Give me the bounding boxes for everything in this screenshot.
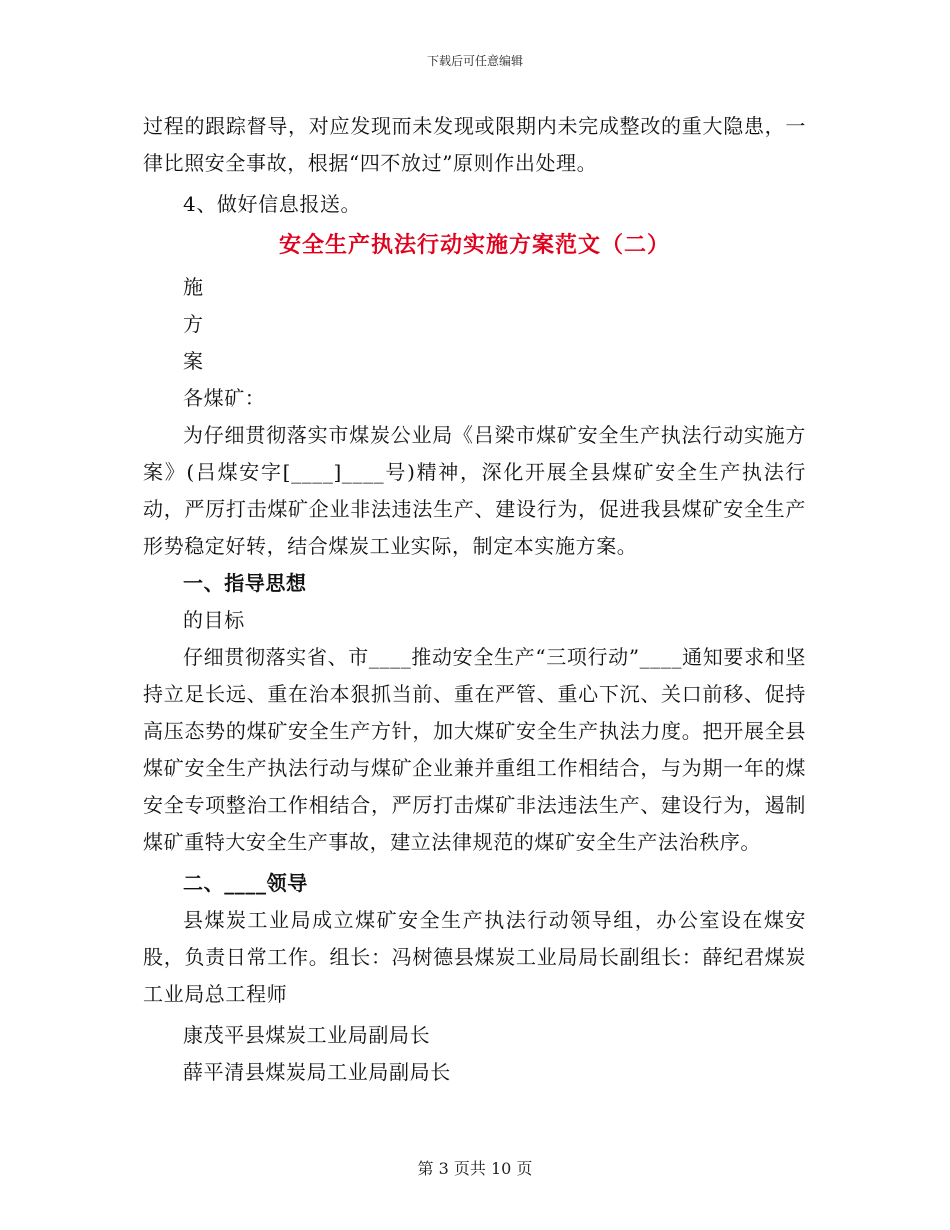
vertical-char-3: 案: [183, 349, 204, 373]
paragraph-1: 为仔细贯彻落实市煤炭公业局《吕梁市煤矿安全生产执法行动实施方案》(吕煤安字[____]____号)精神，深化开展全县煤矿安全生产执法行动，严厉打击煤矿企业非法违法生产、建设行为，促进我县煤矿安全生产形势稳定好转，结合煤炭工业实际，制定本实施方案。: [143, 423, 806, 558]
member-1: 康茂平县煤炭工业局副局长: [183, 1023, 431, 1047]
vertical-char-2: 方: [183, 312, 204, 336]
paragraph-2: 仔细贯彻落实省、市____推动安全生产“三项行动”____通知要求和坚持立足长远、重在治本狠抓当前、重在严管、重心下沉、关口前移、促持高压态势的煤矿安全生产方针，加大煤矿安全生产执法力度。把开展全县煤矿安全生产执法行动与煤矿企业兼并重组工作相结合，与为期一年的煤安全专项整治工作相结合，严厉打击煤矿非法违法生产、建设行为，遏制煤矿重特大安全生产事故，建立法律规范的煤矿安全生产法治秩序。: [143, 645, 806, 854]
vertical-char-1: 施: [183, 275, 204, 299]
member-2: 薛平清县煤炭局工业局副局长: [183, 1060, 451, 1084]
paragraph-intro: 过程的跟踪督导，对应发现而未发现或限期内未完成整改的重大隐患，一律比照安全事故，根据“四不放过”原则作出处理。: [143, 114, 806, 175]
heading-2: 二、____领导: [183, 871, 308, 895]
page-header: 下载后可任意编辑: [426, 54, 523, 68]
item-4: 4、做好信息报送。: [183, 192, 362, 216]
subheading-1: 的目标: [183, 608, 245, 632]
salutation: 各煤矿：: [183, 386, 266, 410]
heading-1: 一、指导思想: [183, 571, 307, 595]
page-number: 第 3 页共 10 页: [417, 1159, 533, 1178]
document-title: 安全生产执法行动实施方案范文（二）: [278, 232, 670, 258]
paragraph-3: 县煤炭工业局成立煤矿安全生产执法行动领导组，办公室设在煤安股，负责日常工作。组长：冯树德县煤炭工业局局长副组长：薛纪君煤炭工业局总工程师: [143, 908, 806, 1006]
document-body: [143, 108, 806, 1091]
